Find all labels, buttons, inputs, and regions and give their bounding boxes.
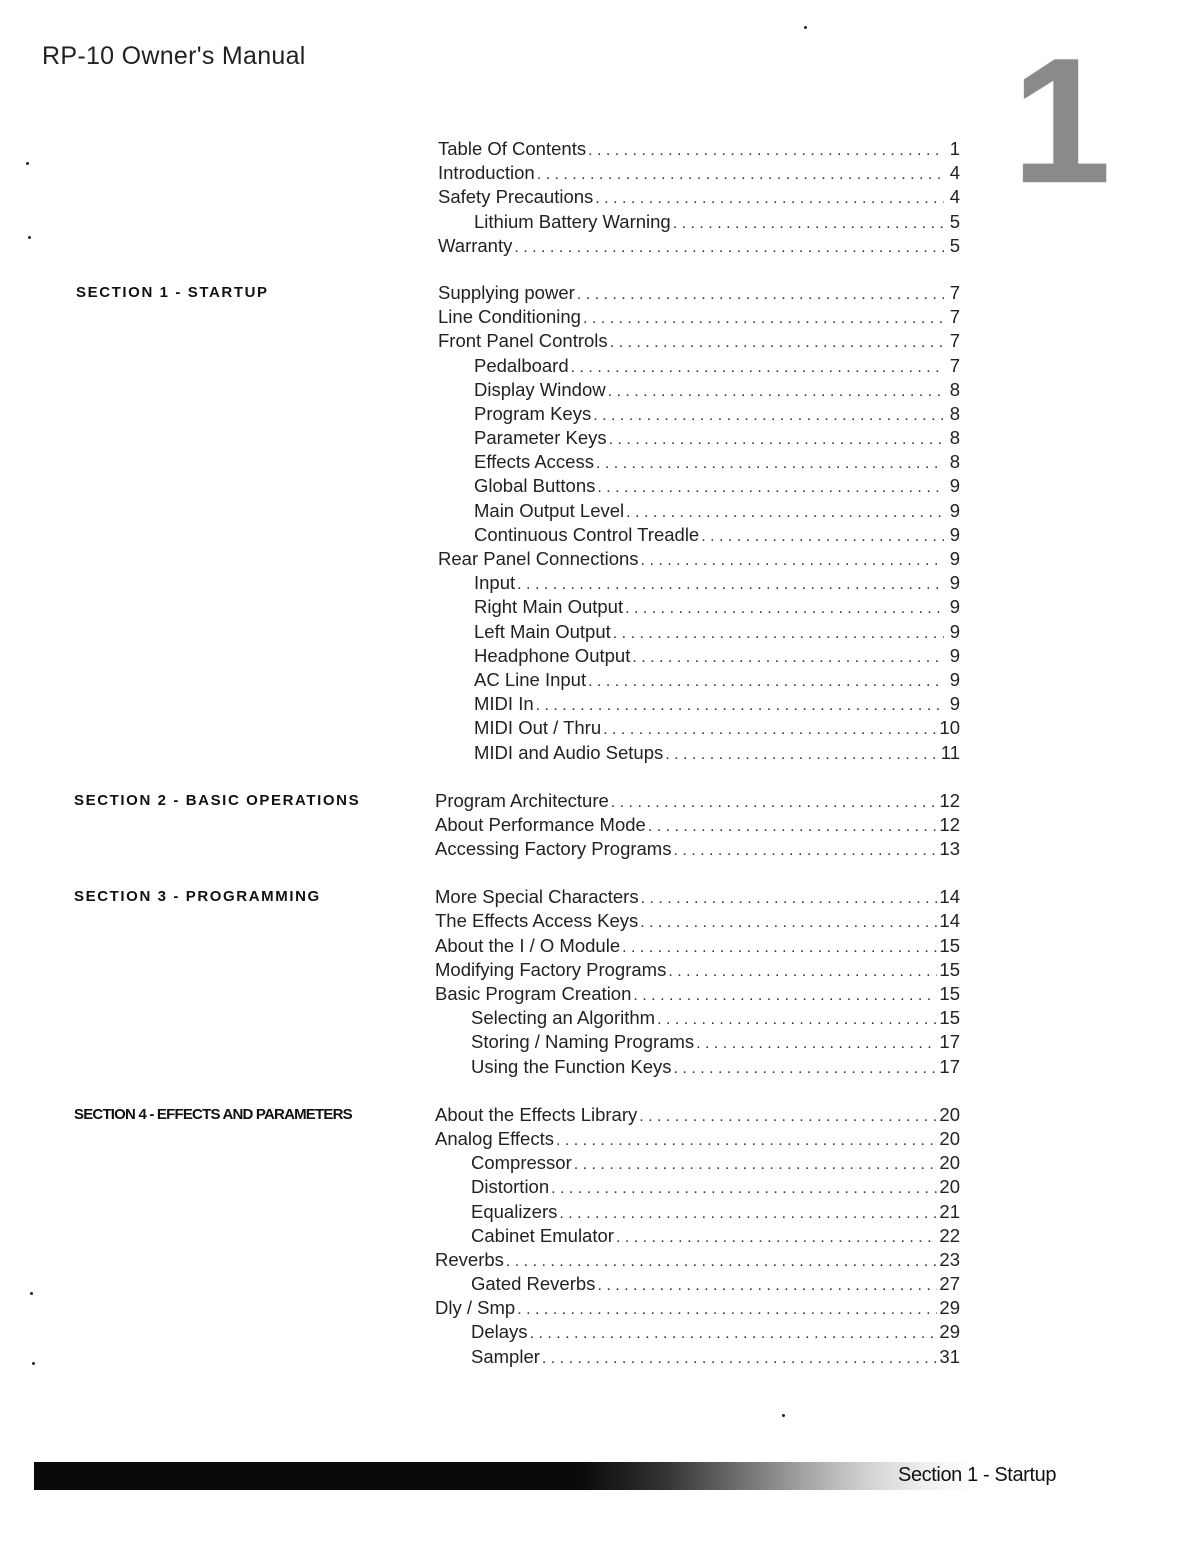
toc-entry-title: Table Of Contents [438, 138, 587, 159]
toc-entry [435, 1249, 960, 1273]
toc-entry-title: Equalizers [471, 1200, 558, 1222]
toc-entry [435, 814, 960, 838]
toc-entry-title: Compressor [471, 1152, 572, 1174]
scan-speck [804, 26, 807, 29]
toc-entry-title: Global Buttons [474, 475, 596, 497]
toc-entry [474, 621, 960, 645]
dot-leader [593, 407, 944, 425]
scan-speck [32, 1362, 35, 1365]
toc-entry-page: 7 [944, 306, 960, 328]
dot-leader [625, 600, 944, 618]
toc-entry [471, 1176, 960, 1200]
toc-entry-page: 5 [944, 211, 960, 233]
dot-leader [673, 215, 944, 233]
toc-entry-title: Line Conditioning [438, 306, 581, 328]
toc-group [0, 138, 1188, 259]
toc-entry [474, 427, 960, 451]
toc-entry-page: 21 [939, 1200, 960, 1222]
toc-entry [438, 235, 960, 259]
dot-leader [596, 455, 944, 473]
table-of-contents [0, 138, 1188, 1394]
toc-entry-title: Main Output Level [474, 499, 625, 521]
dot-leader [517, 1301, 937, 1319]
toc-entry-page: 29 [939, 1297, 960, 1319]
toc-entry [474, 500, 960, 524]
dot-leader [530, 1325, 938, 1343]
toc-entry-page: 5 [944, 235, 960, 257]
toc-entry-title: About the Effects Library [435, 1103, 638, 1125]
dot-leader [597, 479, 944, 497]
dot-leader [609, 431, 944, 449]
toc-entry-title: Supplying power [438, 281, 575, 303]
toc-entry-page: 12 [939, 789, 960, 811]
toc-entry [435, 935, 960, 959]
toc-entry [474, 403, 960, 427]
toc-entry-page: 11 [940, 741, 960, 763]
toc-entry-title: Warranty [438, 234, 513, 256]
toc-entry-title: Gated Reverbs [471, 1273, 596, 1295]
toc-entry-title: Reverbs [435, 1248, 504, 1270]
dot-leader [559, 1205, 937, 1223]
dot-leader [583, 310, 944, 328]
section-number-graphic: 1 [1012, 21, 1111, 220]
dot-leader [610, 334, 944, 352]
toc-entry [474, 717, 960, 741]
toc-entry-page: 9 [944, 475, 960, 497]
dot-leader [517, 576, 944, 594]
toc-entry-page: 17 [939, 1055, 960, 1077]
toc-group [0, 886, 1188, 1080]
toc-entry [438, 162, 960, 186]
toc-entry-title: Dly / Smp [435, 1297, 516, 1319]
dot-leader [611, 794, 938, 812]
toc-entry [471, 1007, 960, 1031]
toc-entry-title: Lithium Battery Warning [474, 210, 671, 232]
toc-entry [471, 1031, 960, 1055]
toc-entry-page: 8 [944, 427, 960, 449]
toc-entry [435, 1128, 960, 1152]
toc-entry [435, 1297, 960, 1321]
toc-entry-title: Headphone Output [474, 644, 631, 666]
toc-entry-page: 7 [944, 330, 960, 352]
toc-entry-title: Sampler [471, 1345, 540, 1367]
toc-entry-title: Modifying Factory Programs [435, 958, 667, 980]
dot-leader [597, 1277, 937, 1295]
toc-entry [471, 1273, 960, 1297]
toc-entry [474, 572, 960, 596]
toc-group [0, 1104, 1188, 1370]
dot-leader [696, 1035, 937, 1053]
toc-entry [438, 306, 960, 330]
toc-entry-page: 8 [944, 451, 960, 473]
toc-entry [435, 838, 960, 862]
toc-entry-title: Storing / Naming Programs [471, 1031, 695, 1053]
toc-entry [474, 379, 960, 403]
toc-entry-page: 8 [944, 379, 960, 401]
toc-entry [471, 1346, 960, 1370]
toc-entry-page: 4 [944, 186, 960, 208]
toc-entry-title: More Special Characters [435, 886, 639, 908]
dot-leader [574, 1156, 938, 1174]
toc-entry-page: 9 [944, 621, 960, 643]
toc-entry [471, 1201, 960, 1225]
dot-leader [514, 239, 944, 257]
toc-entry-title: Rear Panel Connections [438, 548, 639, 569]
dot-leader [551, 1180, 937, 1198]
toc-entry-title: Using the Function Keys [471, 1055, 672, 1077]
dot-leader [506, 1253, 938, 1271]
toc-entry-page: 15 [939, 1007, 960, 1029]
toc-entry-title: Delays [471, 1321, 528, 1343]
toc-entry-page: 31 [939, 1345, 960, 1367]
toc-entry-title: Safety Precautions [438, 186, 594, 208]
dot-leader [542, 1350, 938, 1368]
section-heading: SECTION 1 - STARTUP [76, 283, 269, 301]
dot-leader [588, 142, 944, 160]
dot-leader [668, 963, 937, 981]
toc-entry-page: 7 [944, 282, 960, 304]
section-heading: SECTION 4 - EFFECTS AND PARAMETERS [74, 1105, 352, 1123]
toc-entry [438, 186, 960, 210]
toc-entry-page: 4 [944, 162, 960, 184]
toc-entry [474, 669, 960, 693]
toc-entry-page: 9 [944, 548, 960, 570]
toc-entry-title: Analog Effects [435, 1127, 554, 1149]
toc-entry-title: AC Line Input [474, 668, 587, 690]
toc-entry-page: 15 [939, 934, 960, 956]
dot-leader [640, 914, 937, 932]
toc-entry [474, 693, 960, 717]
scan-speck [30, 1292, 33, 1295]
section-heading: SECTION 3 - PROGRAMMING [74, 888, 321, 906]
toc-entry-page: 17 [939, 1031, 960, 1053]
toc-entry [435, 886, 960, 910]
toc-entry-title: Pedalboard [474, 354, 569, 376]
toc-entry [474, 451, 960, 475]
toc-entry-title: About Performance Mode [435, 813, 646, 835]
toc-entry-page: 10 [939, 717, 960, 739]
toc-entry [435, 983, 960, 1007]
toc-entry-title: Introduction [438, 162, 535, 184]
toc-entry [474, 524, 960, 548]
toc-entry-page: 27 [939, 1273, 960, 1295]
scan-speck [28, 236, 31, 239]
toc-entry-page: 29 [939, 1321, 960, 1343]
toc-entry [438, 330, 960, 354]
toc-entry [438, 282, 960, 306]
toc-entry-page: 22 [939, 1224, 960, 1246]
toc-entry-title: Program Architecture [435, 789, 609, 811]
dot-leader [633, 987, 937, 1005]
dot-leader [701, 528, 944, 546]
toc-entry [471, 1056, 960, 1080]
toc-entry-title: About the I / O Module [435, 934, 621, 956]
dot-leader [595, 190, 944, 208]
dot-leader [613, 625, 944, 643]
toc-entry [474, 475, 960, 499]
toc-entry-title: Accessing Factory Programs [435, 838, 672, 860]
dot-leader [639, 1108, 937, 1126]
toc-entry-title: Distortion [471, 1176, 550, 1198]
toc-entry [474, 211, 960, 235]
toc-entry [435, 959, 960, 983]
toc-entry-page: 15 [939, 983, 960, 1004]
dot-leader [673, 842, 937, 860]
toc-entry-title: Selecting an Algorithm [471, 1007, 656, 1029]
toc-entry-title: MIDI Out / Thru [474, 717, 602, 739]
dot-leader [577, 286, 944, 304]
toc-entry [435, 790, 960, 814]
toc-entry-title: Left Main Output [474, 620, 611, 642]
toc-entry-page: 9 [944, 645, 960, 667]
dot-leader [536, 697, 944, 715]
toc-entry [471, 1152, 960, 1176]
toc-entry-page: 9 [944, 524, 960, 546]
toc-entry-page: 7 [944, 355, 960, 377]
dot-leader [641, 890, 938, 908]
toc-entry-page: 20 [939, 1127, 960, 1149]
toc-entry [471, 1225, 960, 1249]
toc-entry-title: MIDI and Audio Setups [474, 741, 664, 763]
toc-entry [474, 645, 960, 669]
dot-leader [665, 746, 939, 764]
dot-leader [657, 1011, 937, 1029]
toc-entry-page: 14 [939, 910, 960, 932]
dot-leader [648, 818, 938, 836]
toc-entry-page: 14 [939, 886, 960, 908]
toc-entry-page: 20 [939, 1103, 960, 1125]
toc-entry [438, 138, 960, 162]
scan-speck [782, 1414, 785, 1417]
scan-speck [26, 162, 29, 165]
toc-entry-page: 20 [939, 1152, 960, 1174]
section-heading: SECTION 2 - BASIC OPERATIONS [74, 791, 361, 809]
toc-entry-title: Display Window [474, 378, 606, 400]
toc-entry-title: Cabinet Emulator [471, 1224, 614, 1246]
dot-leader [556, 1132, 937, 1150]
toc-group [0, 282, 1188, 766]
footer-section-label: Section 1 - Startup [898, 1464, 1057, 1486]
toc-entry-page: 9 [944, 693, 960, 715]
toc-entry-page: 8 [944, 403, 960, 425]
toc-entry [474, 596, 960, 620]
dot-leader [632, 649, 944, 667]
toc-entry-page: 13 [939, 838, 960, 860]
toc-entry [474, 355, 960, 379]
toc-entry-title: Effects Access [474, 451, 594, 473]
toc-entry-page: 15 [939, 958, 960, 980]
toc-entry-page: 23 [939, 1248, 960, 1270]
toc-entry-page: 9 [944, 669, 960, 691]
toc-entry-page: 20 [939, 1176, 960, 1198]
toc-entry-page: 9 [944, 572, 960, 594]
toc-entry-page: 12 [939, 813, 960, 835]
toc-entry-title: MIDI In [474, 693, 534, 715]
toc-entry [438, 548, 960, 572]
dot-leader [674, 1060, 938, 1078]
toc-entry-title: Basic Program Creation [435, 983, 632, 1004]
toc-entry-title: Front Panel Controls [438, 330, 608, 352]
toc-entry-title: Parameter Keys [474, 427, 607, 449]
toc-entry-page: 1 [944, 138, 960, 160]
toc-entry-title: Input [474, 572, 516, 594]
toc-entry-title: The Effects Access Keys [435, 910, 639, 932]
toc-entry-title: Right Main Output [474, 596, 624, 618]
toc-entry-title: Continuous Control Treadle [474, 523, 700, 545]
toc-entry [435, 1104, 960, 1128]
page-title: RP-10 Owner's Manual [42, 42, 306, 70]
toc-entry [435, 910, 960, 934]
dot-leader [608, 383, 944, 401]
dot-leader [616, 1229, 937, 1247]
dot-leader [571, 359, 944, 377]
toc-entry-page: 9 [944, 500, 960, 522]
toc-entry-page: 9 [944, 596, 960, 618]
dot-leader [537, 166, 944, 184]
toc-entry [471, 1321, 960, 1345]
toc-group [0, 790, 1188, 863]
dot-leader [626, 504, 944, 522]
dot-leader [641, 552, 944, 570]
dot-leader [588, 673, 944, 691]
dot-leader [603, 721, 937, 739]
dot-leader [622, 939, 937, 957]
toc-entry [474, 742, 960, 766]
toc-entry-title: Program Keys [474, 402, 592, 424]
